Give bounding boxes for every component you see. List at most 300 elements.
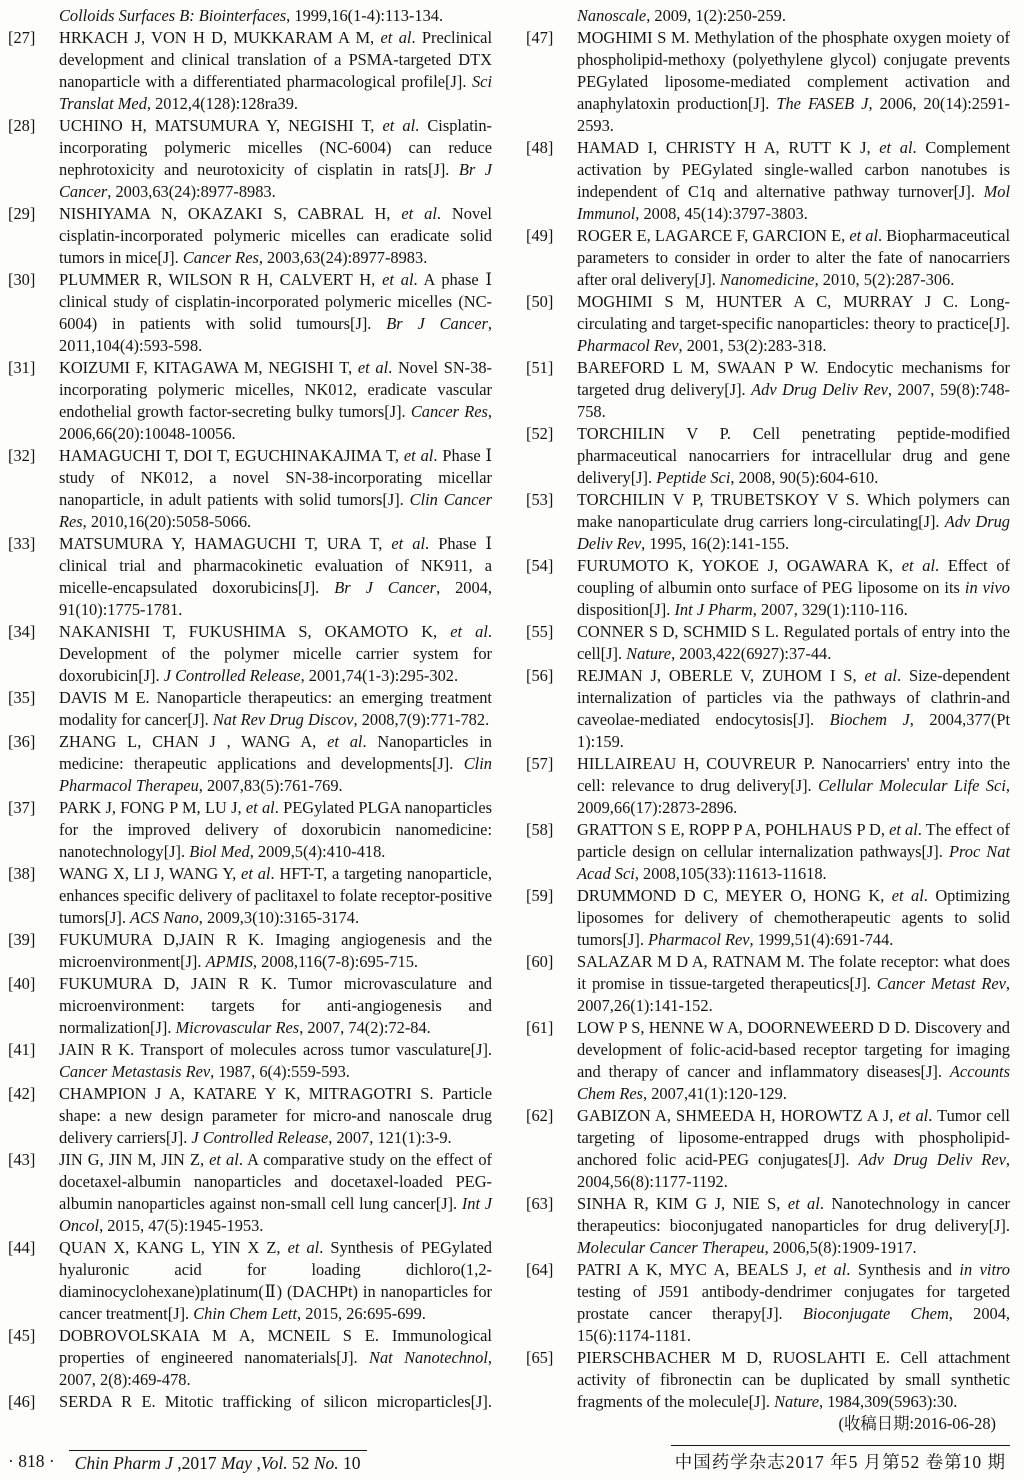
- text-segment: , 2010, 5(2):287-306.: [814, 270, 955, 289]
- reference-number: [27]: [8, 28, 36, 47]
- text-segment: Adv Drug Deliv: [577, 512, 1010, 553]
- text-segment: Nanoscale: [577, 6, 647, 25]
- reference-text: [577, 423, 1010, 489]
- reference-item: [526, 819, 1010, 885]
- reference-number: [43]: [8, 1150, 36, 1169]
- text-segment: , 2008, 90(5):604-610.: [730, 468, 879, 487]
- text-segment: , 1999,51(4):691-744.: [749, 930, 894, 949]
- reference-number: [41]: [8, 1040, 36, 1059]
- text-segment: et al: [401, 204, 437, 223]
- text-segment: Chin Chem Lett: [193, 1304, 298, 1323]
- reference-item: [8, 203, 492, 269]
- footer-journal-english: [69, 1450, 367, 1474]
- text-segment: NAKANISHI T, FUKUSHIMA S, OKAMOTO K,: [59, 622, 451, 641]
- text-segment: . Novel cisplatin-incorporated polymeric micelles can eradicate solid tumors in mice[J].: [59, 204, 492, 267]
- text-segment: , 2006,66(20):10048-10056.: [59, 402, 492, 443]
- text-segment: . Size-dependent internalization of particles via the pathways of clathrin-and caveolae-mediated endocytosis[J].: [577, 666, 1010, 729]
- text-segment: , 2004, 91(10):1775-1781.: [59, 578, 492, 619]
- text-segment: et al: [380, 28, 412, 47]
- reference-text: [59, 445, 492, 533]
- text-segment: , 2008,116(7-8):695-715.: [252, 952, 419, 971]
- text-segment: HAMAGUCHI T, DOI T, EGUCHINAKAJIMA T,: [59, 446, 404, 465]
- reference-text: [59, 1237, 492, 1325]
- text-segment: et al: [787, 1194, 820, 1213]
- reference-item: [8, 115, 492, 203]
- text-segment: et al: [814, 1260, 847, 1279]
- reference-text: [59, 5, 492, 27]
- reference-number: [49]: [526, 226, 554, 245]
- text-segment: , 2004,56(8):1177-1192.: [577, 1150, 1010, 1191]
- text-segment: et al: [898, 1106, 929, 1125]
- text-segment: et al: [245, 798, 275, 817]
- reference-number: [51]: [526, 358, 554, 377]
- text-segment: 52: [287, 1453, 314, 1473]
- reference-text: [577, 1105, 1010, 1193]
- text-segment: . The effect of particle design on cellular internalization pathways[J].: [577, 820, 1011, 861]
- reference-text: [59, 269, 492, 357]
- text-segment: . A phase Ⅰ clinical study of cisplatin-incorporated polymeric micelles (NC-6004) in patients with solid tumours[J].: [59, 270, 492, 333]
- text-segment: et al: [391, 534, 426, 553]
- text-segment: , 1995, 16(2):141-155.: [641, 534, 790, 553]
- reference-item: [8, 1325, 492, 1391]
- text-segment: , 2007, 74(2):72-84.: [299, 1018, 431, 1037]
- text-segment: , 2008,105(33):11613-11618.: [634, 864, 827, 883]
- reference-number: [30]: [8, 270, 36, 289]
- text-segment: Peptide Sci: [656, 468, 731, 487]
- text-segment: No.: [313, 1453, 339, 1473]
- text-segment: REJMAN J, OBERLE V, ZUHOM I S,: [577, 666, 865, 685]
- text-segment: , 2007, 2(8):469-478.: [59, 1348, 492, 1389]
- reference-number: [58]: [526, 820, 554, 839]
- text-segment: , 2007, 59(8):748-758.: [577, 380, 1010, 421]
- text-segment: ROGER E, LAGARCE F, GARCION E,: [577, 226, 850, 245]
- reference-text: [577, 1347, 1010, 1413]
- footer-journal-chinese: 中国药学杂志2017 年5 月第52 卷第10 期: [671, 1445, 1010, 1474]
- reference-text: [577, 1259, 1010, 1347]
- reference-number: [64]: [526, 1260, 554, 1279]
- text-segment: . Phase Ⅰ clinical trial and pharmacokinetic evaluation of NK911, a micelle-encapsulated doxorubicins[J].: [59, 534, 492, 597]
- reference-text: [577, 555, 1010, 621]
- text-segment: et al: [450, 622, 488, 641]
- text-segment: et al: [889, 820, 918, 839]
- text-segment: APMIS: [205, 952, 253, 971]
- text-segment: , 2007,83(5):761-769.: [198, 776, 343, 795]
- reference-item: [8, 731, 492, 797]
- reference-item: [526, 291, 1010, 357]
- reference-text: [59, 533, 492, 621]
- text-segment: . Development of the polymer micelle carrier system for doxorubicin[J].: [59, 622, 492, 685]
- text-segment: et al: [382, 116, 416, 135]
- text-segment: . Biopharmaceutical parameters to consider in order to alter the fate of nanocarriers after oral delivery[J].: [577, 226, 1010, 289]
- reference-text: [59, 1083, 492, 1149]
- text-segment: Vol.: [260, 1453, 288, 1473]
- footer-left: [8, 1450, 367, 1474]
- text-segment: TORCHILIN V P, TRUBETSKOY V S. Which polymers can make nanoparticulate drug carriers long-circulating[J].: [577, 490, 1010, 531]
- text-segment: et al: [879, 138, 913, 157]
- text-segment: , 2006, 20(14):2591-2593.: [577, 94, 1010, 135]
- reference-text: [577, 951, 1010, 1017]
- reference-item: [8, 973, 492, 1039]
- text-segment: May: [220, 1453, 253, 1473]
- reference-text: [59, 621, 492, 687]
- reference-number: [65]: [526, 1348, 554, 1367]
- text-segment: Proc Nat Acad Sci: [577, 842, 1010, 883]
- reference-number: [53]: [526, 490, 554, 509]
- text-segment: . HFT-T, a targeting nanoparticle, enhances specific delivery of paclitaxel to folate receptor-positive tumors[J].: [59, 864, 492, 927]
- text-segment: Nat Rev Drug Discov: [212, 710, 354, 729]
- reference-text: [577, 1017, 1010, 1105]
- text-segment: , 2006,5(8):1909-1917.: [764, 1238, 917, 1257]
- reference-item: [526, 555, 1010, 621]
- reference-item: [8, 1237, 492, 1325]
- text-segment: Biochem J: [829, 710, 910, 729]
- reference-number: [52]: [526, 424, 554, 443]
- text-segment: J Controlled Release: [163, 666, 301, 685]
- reference-item: [8, 621, 492, 687]
- text-segment: , 2007,26(1):141-152.: [577, 974, 1010, 1015]
- text-segment: , 2015, 47(5):1945-1953.: [99, 1216, 264, 1235]
- reference-number: [50]: [526, 292, 554, 311]
- text-segment: Biol Med: [189, 842, 250, 861]
- text-segment: et al: [209, 1150, 239, 1169]
- text-segment: DRUMMOND D C, MEYER O, HONG K,: [577, 886, 892, 905]
- text-segment: et al: [287, 1238, 320, 1257]
- reference-continuation: [526, 5, 1010, 27]
- text-segment: ZHANG L, CHAN J , WANG A,: [59, 732, 328, 751]
- reference-number: [31]: [8, 358, 36, 377]
- reference-text: [59, 1149, 492, 1237]
- text-segment: et al: [241, 864, 271, 883]
- text-segment: . Effect of coupling of albumin onto surface of PEG liposome on its: [577, 556, 1010, 597]
- reference-text: [577, 291, 1010, 357]
- text-segment: DOBROVOLSKAIA M A, MCNEIL S E. Immunological properties of engineered nanomaterials[J].: [59, 1326, 492, 1367]
- reference-item: [526, 885, 1010, 951]
- text-segment: Adv Drug Deliv Rev: [751, 380, 888, 399]
- text-segment: ACS Nano: [130, 908, 199, 927]
- text-segment: QUAN X, KANG L, YIN X Z,: [59, 1238, 288, 1257]
- text-segment: 10: [338, 1453, 361, 1473]
- reference-item: [8, 687, 492, 731]
- text-segment: Br J Cancer: [386, 314, 488, 333]
- text-segment: , 2001, 53(2):283-318.: [678, 336, 827, 355]
- reference-text: [577, 665, 1010, 753]
- reference-number: [33]: [8, 534, 36, 553]
- reference-item: [8, 533, 492, 621]
- reference-item: [526, 489, 1010, 555]
- text-segment: . Synthesis of PEGylated hyaluronic acid for loading dichloro(1,2-diaminocyclohexane)platinum(Ⅱ) (DACHPt) in nanoparticles for cancer treatment[J].: [59, 1238, 492, 1323]
- text-segment: . A comparative study on the effect of docetaxel-albumin nanoparticles and docetaxel-loaded PEG-albumin nanoparticles against non-small cell lung cancer[J].: [59, 1150, 492, 1213]
- text-segment: et al: [849, 226, 879, 245]
- text-segment: PLUMMER R, WILSON R H, CALVERT H,: [59, 270, 383, 289]
- reference-number: [40]: [8, 974, 36, 993]
- text-segment: Colloids Surfaces B: Biointerfaces: [59, 6, 287, 25]
- text-segment: , 2011,104(4):593-598.: [59, 314, 492, 355]
- reference-number: [29]: [8, 204, 36, 223]
- text-segment: . Tumor cell targeting of liposome-entrapped drugs with phospholipid-anchored folic acid-PEG conjugates[J].: [577, 1106, 1010, 1169]
- text-segment: , 2007, 329(1):110-116.: [752, 600, 908, 619]
- text-segment: , 1999,16(1-4):113-134.: [286, 6, 444, 25]
- text-segment: Molecular Cancer Therapeu: [577, 1238, 765, 1257]
- text-segment: et al: [382, 270, 414, 289]
- reference-number: [526, 5, 577, 27]
- text-segment: Nat Nanotechnol: [369, 1348, 488, 1367]
- text-segment: . Optimizing liposomes for delivery of chemotherapeutic agents to solid tumors[J].: [577, 886, 1010, 949]
- text-segment: . Novel SN-38-incorporating polymeric micelles, NK012, eradicate vascular endothelial growth factor-secreting bulky tumors[J].: [59, 358, 492, 421]
- text-segment: HILLAIREAU H, COUVREUR P. Nanocarriers' entry into the cell: relevance to drug delivery[J].: [577, 754, 1010, 795]
- reference-item: [526, 357, 1010, 423]
- text-segment: Cancer Metastasis Rev: [59, 1062, 211, 1081]
- reference-text: [59, 357, 492, 445]
- text-segment: FUKUMURA D,JAIN R K. Imaging angiogenesis and the microenvironment[J].: [59, 930, 492, 971]
- text-segment: , 2009,66(17):2873-2896.: [577, 776, 1010, 817]
- text-segment: , 2010,16(20):5058-5066.: [82, 512, 252, 531]
- text-segment: Sci Translat Med: [59, 72, 492, 113]
- text-segment: LOW P S, HENNE W A, DOORNEWEERD D D. Discovery and development of folic-acid-based receptor targeting for imaging and therapy of cancer and inflammatory diseases[J].: [577, 1018, 1010, 1081]
- text-segment: FUKUMURA D, JAIN R K. Tumor microvasculature and microenvironment: targets for anti-angiogenesis and normalization[J].: [59, 974, 492, 1037]
- reference-number: [35]: [8, 688, 36, 707]
- text-segment: et al: [403, 446, 434, 465]
- text-segment: JIN G, JIN M, JIN Z,: [59, 1150, 210, 1169]
- text-segment: in vitro: [959, 1260, 1010, 1279]
- references-column-right: [526, 5, 1010, 1435]
- reference-item: [526, 951, 1010, 1017]
- reference-continuation: [8, 5, 492, 27]
- reference-text: [577, 27, 1010, 137]
- text-segment: Pharmacol Rev: [577, 336, 679, 355]
- reference-number: [34]: [8, 622, 36, 641]
- text-segment: KOIZUMI F, KITAGAWA M, NEGISHI T,: [59, 358, 358, 377]
- text-segment: MATSUMURA Y, HAMAGUCHI T, URA T,: [59, 534, 392, 553]
- text-segment: et al: [357, 358, 389, 377]
- text-segment: Adv Drug Deliv Rev: [858, 1150, 1006, 1169]
- reference-item: [526, 1259, 1010, 1347]
- text-segment: , 2001,74(1-3):295-302.: [300, 666, 459, 685]
- reference-number: [8, 5, 59, 27]
- reference-number: [42]: [8, 1084, 36, 1103]
- reference-item: [8, 269, 492, 357]
- reference-item: [526, 27, 1010, 137]
- text-segment: , 2012,4(128):128ra39.: [146, 94, 299, 113]
- text-segment: Nature: [626, 644, 672, 663]
- reference-number: [28]: [8, 116, 36, 135]
- text-segment: Cancer Res: [182, 248, 259, 267]
- text-segment: GRATTON S E, ROPP P A, POHLHAUS P D,: [577, 820, 890, 839]
- text-segment: ,: [252, 1453, 261, 1473]
- reference-list-left: [8, 5, 492, 1413]
- reference-item: [8, 357, 492, 445]
- reference-item: [8, 1039, 492, 1083]
- text-segment: et al: [901, 556, 936, 575]
- text-segment: , 2009, 1(2):250-259.: [646, 6, 786, 25]
- text-segment: Cancer Res: [410, 402, 488, 421]
- page-footer: [0, 1445, 1024, 1474]
- reference-text: [59, 1039, 492, 1083]
- reference-number: [48]: [526, 138, 554, 157]
- text-segment: Clin Pharmacol Therapeu: [59, 754, 492, 795]
- text-segment: DAVIS M E. Nanoparticle therapeutics: an emerging treatment modality for cancer[J].: [59, 688, 492, 729]
- text-segment: Mol Immunol: [577, 182, 1010, 223]
- text-segment: et al: [891, 886, 924, 905]
- text-segment: , 2003,422(6927):37-44.: [671, 644, 832, 663]
- reference-item: [526, 1347, 1010, 1413]
- reference-text: [577, 621, 1010, 665]
- text-segment: , 2009,5(4):410-418.: [249, 842, 386, 861]
- text-segment: Chin Pharm J: [74, 1453, 173, 1473]
- text-segment: Cellular Molecular Life Sci: [818, 776, 1006, 795]
- reference-text: [59, 687, 492, 731]
- text-segment: Rev: [616, 534, 642, 553]
- reference-number: [37]: [8, 798, 36, 817]
- reference-item: [526, 621, 1010, 665]
- text-segment: HAMAD I, CHRISTY H A, RUTT K J,: [577, 138, 880, 157]
- text-segment: FURUMOTO K, YOKOE J, OGAWARA K,: [577, 556, 902, 575]
- reference-text: [577, 137, 1010, 225]
- text-segment: . Synthesis and: [846, 1260, 960, 1279]
- text-segment: CHAMPION J A, KATARE Y K, MITRAGOTRI S. Particle shape: a new design parameter for micro-and nanoscale drug delivery carriers[J].: [59, 1084, 492, 1147]
- received-date: (收稿日期:2016-06-28): [838, 1414, 996, 1433]
- text-segment: Br J Cancer: [334, 578, 437, 597]
- text-segment: et al: [864, 666, 897, 685]
- reference-item: [526, 1193, 1010, 1259]
- text-segment: Nature: [774, 1392, 819, 1411]
- references-column-left: [8, 5, 492, 1435]
- footer-right: [671, 1445, 1010, 1474]
- reference-text: [59, 863, 492, 929]
- text-segment: , 2004, 15(6):1174-1181.: [577, 1304, 1010, 1345]
- text-segment: SERDA R E. Mitotic trafficking of silicon microparticles[J].: [59, 1392, 492, 1411]
- reference-item: [526, 423, 1010, 489]
- text-segment: Nanomedicine: [719, 270, 815, 289]
- text-segment: Clin Cancer Res: [59, 490, 492, 531]
- reference-text: [59, 115, 492, 203]
- reference-item: [8, 445, 492, 533]
- reference-number: [60]: [526, 952, 554, 971]
- reference-text: [577, 753, 1010, 819]
- reference-text: [59, 1391, 492, 1413]
- text-segment: SALAZAR M D A, RATNAM M. The folate receptor: what does it promise in tissue-targeted therapeutics[J].: [577, 952, 1010, 993]
- reference-list-right: [526, 5, 1010, 1413]
- text-segment: Int J Oncol: [59, 1194, 492, 1235]
- reference-number: [59]: [526, 886, 554, 905]
- reference-text: [59, 203, 492, 269]
- text-segment: , 2004,377(Pt 1):159.: [577, 710, 1010, 751]
- text-segment: SINHA R, KIM G J, NIE S,: [577, 1194, 788, 1213]
- reference-text: [577, 489, 1010, 555]
- text-segment: , 2007, 121(1):3-9.: [328, 1128, 452, 1147]
- text-segment: Bioconjugate Chem: [802, 1304, 949, 1323]
- reference-item: [526, 1017, 1010, 1105]
- text-segment: , 2003,63(24):8977-8983.: [258, 248, 428, 267]
- reference-number: [44]: [8, 1238, 36, 1257]
- text-segment: Accounts Chem Res: [577, 1062, 1010, 1103]
- text-segment: PARK J, FONG P M, LU J,: [59, 798, 246, 817]
- text-segment: The FASEB J: [776, 94, 869, 113]
- text-segment: . Cisplatin-incorporating polymeric micelles (NC-6004) can reduce nephrotoxicity and neurotoxicity of cisplatin in rats[J].: [59, 116, 492, 179]
- reference-item: [526, 753, 1010, 819]
- reference-item: [8, 1391, 492, 1413]
- reference-text: [59, 1325, 492, 1391]
- text-segment: Microvascular Res: [175, 1018, 300, 1037]
- reference-number: [32]: [8, 446, 36, 465]
- text-segment: ,2017: [172, 1453, 221, 1473]
- text-segment: BAREFORD L M, SWAAN P W. Endocytic mechanisms for targeted drug delivery[J].: [577, 358, 1010, 399]
- text-segment: , 2009,3(10):3165-3174.: [198, 908, 360, 927]
- reference-text: [59, 797, 492, 863]
- reference-item: [526, 665, 1010, 753]
- reference-number: [56]: [526, 666, 554, 685]
- reference-item: [8, 27, 492, 115]
- reference-number: [63]: [526, 1194, 554, 1213]
- reference-number: [54]: [526, 556, 554, 575]
- reference-number: [47]: [526, 28, 554, 47]
- text-segment: , 1987, 6(4):559-593.: [210, 1062, 350, 1081]
- text-segment: TORCHILIN V P. Cell penetrating peptide-modified pharmaceutical nanocarriers for intracellular drug and gene delivery[J].: [577, 424, 1010, 487]
- reference-item: [8, 863, 492, 929]
- reference-text: [59, 973, 492, 1039]
- reference-number: [55]: [526, 622, 554, 641]
- reference-number: [45]: [8, 1326, 36, 1345]
- reference-number: [57]: [526, 754, 554, 773]
- text-segment: , 1984,309(5963):30.: [819, 1392, 958, 1411]
- reference-number: [61]: [526, 1018, 554, 1037]
- reference-text: [59, 929, 492, 973]
- text-segment: Pharmacol Rev: [648, 930, 750, 949]
- reference-text: [577, 819, 1010, 885]
- reference-item: [8, 1149, 492, 1237]
- text-segment: J Controlled Release: [191, 1128, 329, 1147]
- text-segment: MOGHIMI S M, HUNTER A C, MURRAY J C. Long-circulating and target-specific nanoparticles: theory to practice[J].: [577, 292, 1010, 333]
- text-segment: testing of J591 antibody-dendrimer conjugates for targeted prostate cancer therapy[J].: [577, 1282, 1010, 1323]
- text-segment: . PEGylated PLGA nanoparticles for the improved delivery of doxorubicin nanomedicine: nanotechnology[J].: [59, 798, 492, 861]
- reference-item: [8, 797, 492, 863]
- text-segment: disposition[J].: [577, 600, 675, 619]
- text-segment: GABIZON A, SHMEEDA H, HOROWTZ A J,: [577, 1106, 899, 1125]
- text-segment: WANG X, LI J, WANG Y,: [59, 864, 242, 883]
- text-segment: PIERSCHBACHER M D, RUOSLAHTI E. Cell attachment activity of fibronectin can be duplicated by small synthetic fragments of the molecule[J].: [577, 1348, 1010, 1411]
- reference-item: [526, 137, 1010, 225]
- text-segment: Cancer Metast Rev: [876, 974, 1006, 993]
- text-segment: PATRI A K, MYC A, BEALS J,: [577, 1260, 815, 1279]
- text-segment: in vivo: [964, 578, 1010, 597]
- text-segment: , 2007,41(1):120-129.: [643, 1084, 787, 1103]
- two-column-layout: [8, 5, 1010, 1435]
- reference-number: [62]: [526, 1106, 554, 1125]
- reference-text: [577, 357, 1010, 423]
- reference-text: [577, 885, 1010, 951]
- text-segment: . Nanoparticles in medicine: therapeutic applications and developments[J].: [59, 732, 492, 773]
- reference-number: [36]: [8, 732, 36, 751]
- reference-text: [59, 27, 492, 115]
- reference-item: [8, 929, 492, 973]
- text-segment: . Nanotechnology in cancer therapeutics: bioconjugated nanoparticles for drug delivery[J].: [577, 1194, 1010, 1235]
- reference-item: [526, 225, 1010, 291]
- reference-text: [577, 1193, 1010, 1259]
- text-segment: Int J Pharm: [674, 600, 753, 619]
- reference-item: [526, 1105, 1010, 1193]
- reference-number: [46]: [8, 1392, 36, 1411]
- text-segment: , 2008, 45(14):3797-3803.: [635, 204, 808, 223]
- text-segment: HRKACH J, VON H D, MUKKARAM A M,: [59, 28, 381, 47]
- reference-text: [577, 225, 1010, 291]
- text-segment: UCHINO H, MATSUMURA Y, NEGISHI T,: [59, 116, 383, 135]
- text-segment: MOGHIMI S M. Methylation of the phosphate oxygen moiety of phospholipid-methoxy (polyethylene glycol) conjugate prevents PEGylated liposome-mediated complement activation and anaphylatoxin production[J].: [577, 28, 1010, 113]
- reference-item: [8, 1083, 492, 1149]
- reference-text: [577, 5, 1010, 27]
- reference-number: [38]: [8, 864, 36, 883]
- text-segment: . Complement activation by PEGylated single-walled carbon nanotubes is independent of C1q and alternative pathway turnover[J].: [577, 138, 1010, 201]
- page-number: · 818 ·: [8, 1450, 55, 1471]
- text-segment: NISHIYAMA N, OKAZAKI S, CABRAL H,: [59, 204, 402, 223]
